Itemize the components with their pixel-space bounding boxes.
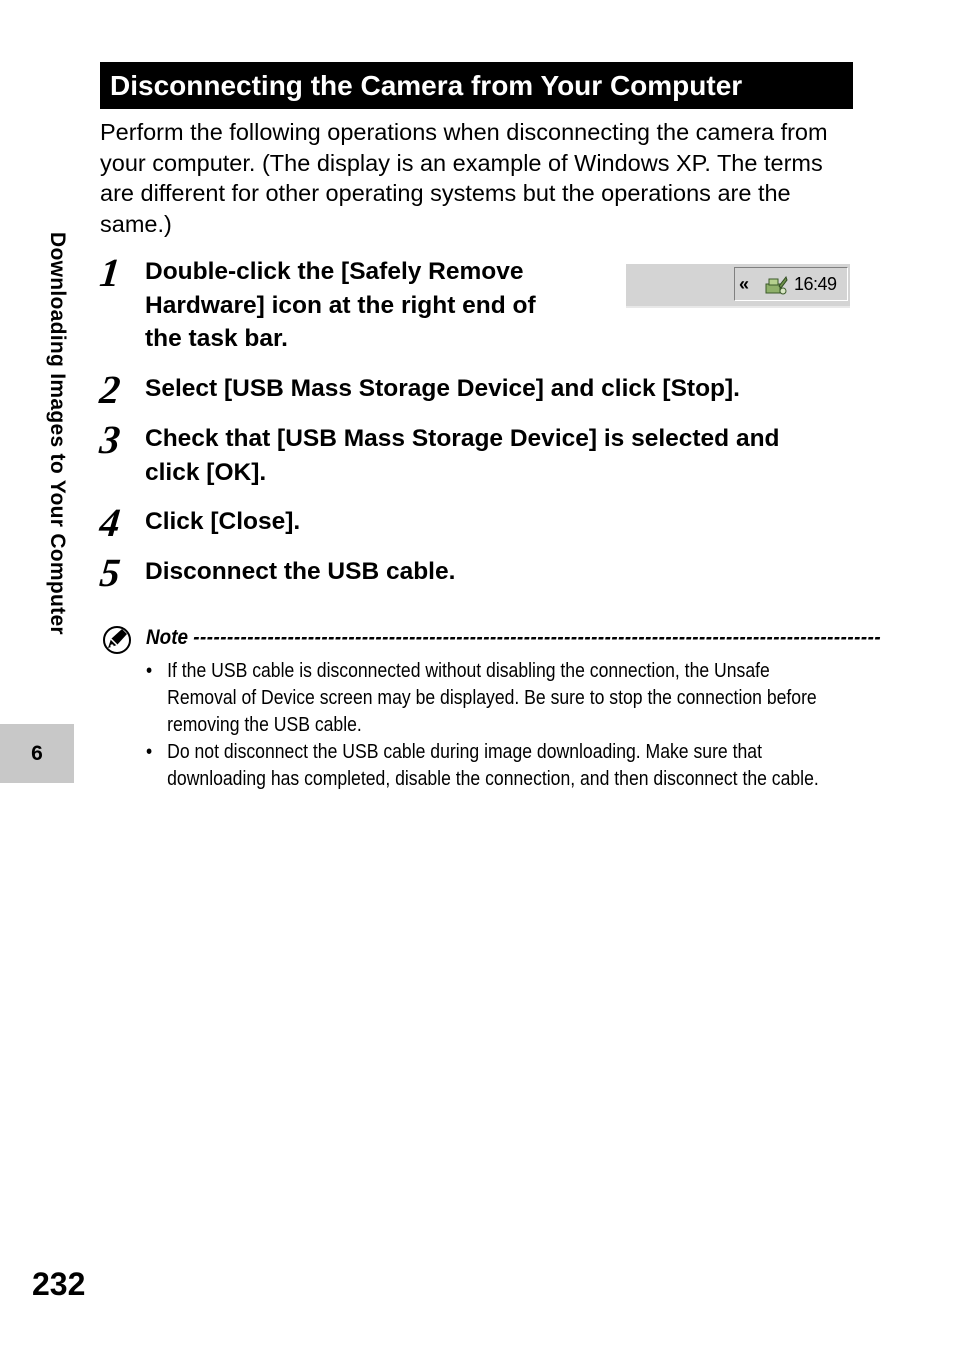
- step-text-line: Select [USB Mass Storage Device] and click [Stop].: [145, 375, 740, 402]
- note-text-line: downloading has completed, disable the connection, and then disconnect the cable.: [167, 768, 819, 790]
- page-number: 232: [32, 1266, 86, 1302]
- step-number: 2: [97, 367, 123, 412]
- step-text-line: Double-click the [Safely Remove: [145, 258, 524, 285]
- step-number: 4: [97, 500, 123, 545]
- step-text: [145, 422, 780, 489]
- chapter-side-label: Downloading Images to Your Computer: [46, 232, 69, 635]
- tray-expand-chevron[interactable]: «: [739, 274, 750, 294]
- tray-clock: 16:49: [794, 274, 837, 294]
- section-title: Disconnecting the Camera from Your Computer: [100, 62, 853, 109]
- bullet: •: [146, 741, 153, 763]
- step-number: 3: [97, 417, 123, 462]
- taskbar-screenshot: [626, 264, 850, 308]
- note-heading: [146, 623, 882, 653]
- note-divider: ------------------------------------------------------------------------------------------------------: [193, 626, 882, 649]
- note-list: [146, 658, 832, 793]
- note-label: Note: [146, 626, 189, 649]
- step-text: [145, 255, 536, 356]
- note-text-line: Do not disconnect the USB cable during image downloading. Make sure that: [167, 741, 762, 763]
- system-tray: [734, 267, 848, 301]
- note-text-line: removing the USB cable.: [167, 714, 362, 736]
- step-text-line: Click [Close].: [145, 508, 301, 535]
- bullet: •: [146, 660, 153, 682]
- note-pen-icon: [102, 624, 132, 654]
- intro-paragraph: Perform the following operations when disconnecting the camera from your computer. (The display is an example of Windows XP. The terms are different for other operating systems but the operations are the same.): [100, 119, 828, 238]
- step-text-line: Disconnect the USB cable.: [145, 558, 456, 585]
- step-number: 5: [97, 550, 123, 595]
- note-text-line: If the USB cable is disconnected without disabling the connection, the Unsafe: [167, 660, 770, 682]
- step-text-line: Hardware] icon at the right end of: [145, 291, 536, 319]
- step-text-line: the task bar.: [145, 325, 288, 352]
- safely-remove-hardware-icon[interactable]: [763, 272, 789, 298]
- step-text: [145, 372, 740, 406]
- chapter-number: 6: [31, 741, 43, 765]
- note-text-line: Removal of Device screen may be displayed. Be sure to stop the connection before: [167, 687, 817, 709]
- chapter-number-tab: [0, 724, 74, 783]
- step-text-line: Check that [USB Mass Storage Device] is selected and: [145, 425, 780, 452]
- step-text: [145, 505, 300, 539]
- note-item: [146, 739, 832, 793]
- step-text-line: click [OK].: [145, 458, 267, 486]
- step-number: 1: [97, 250, 123, 295]
- note-item: [146, 658, 832, 739]
- step-text: [145, 555, 455, 589]
